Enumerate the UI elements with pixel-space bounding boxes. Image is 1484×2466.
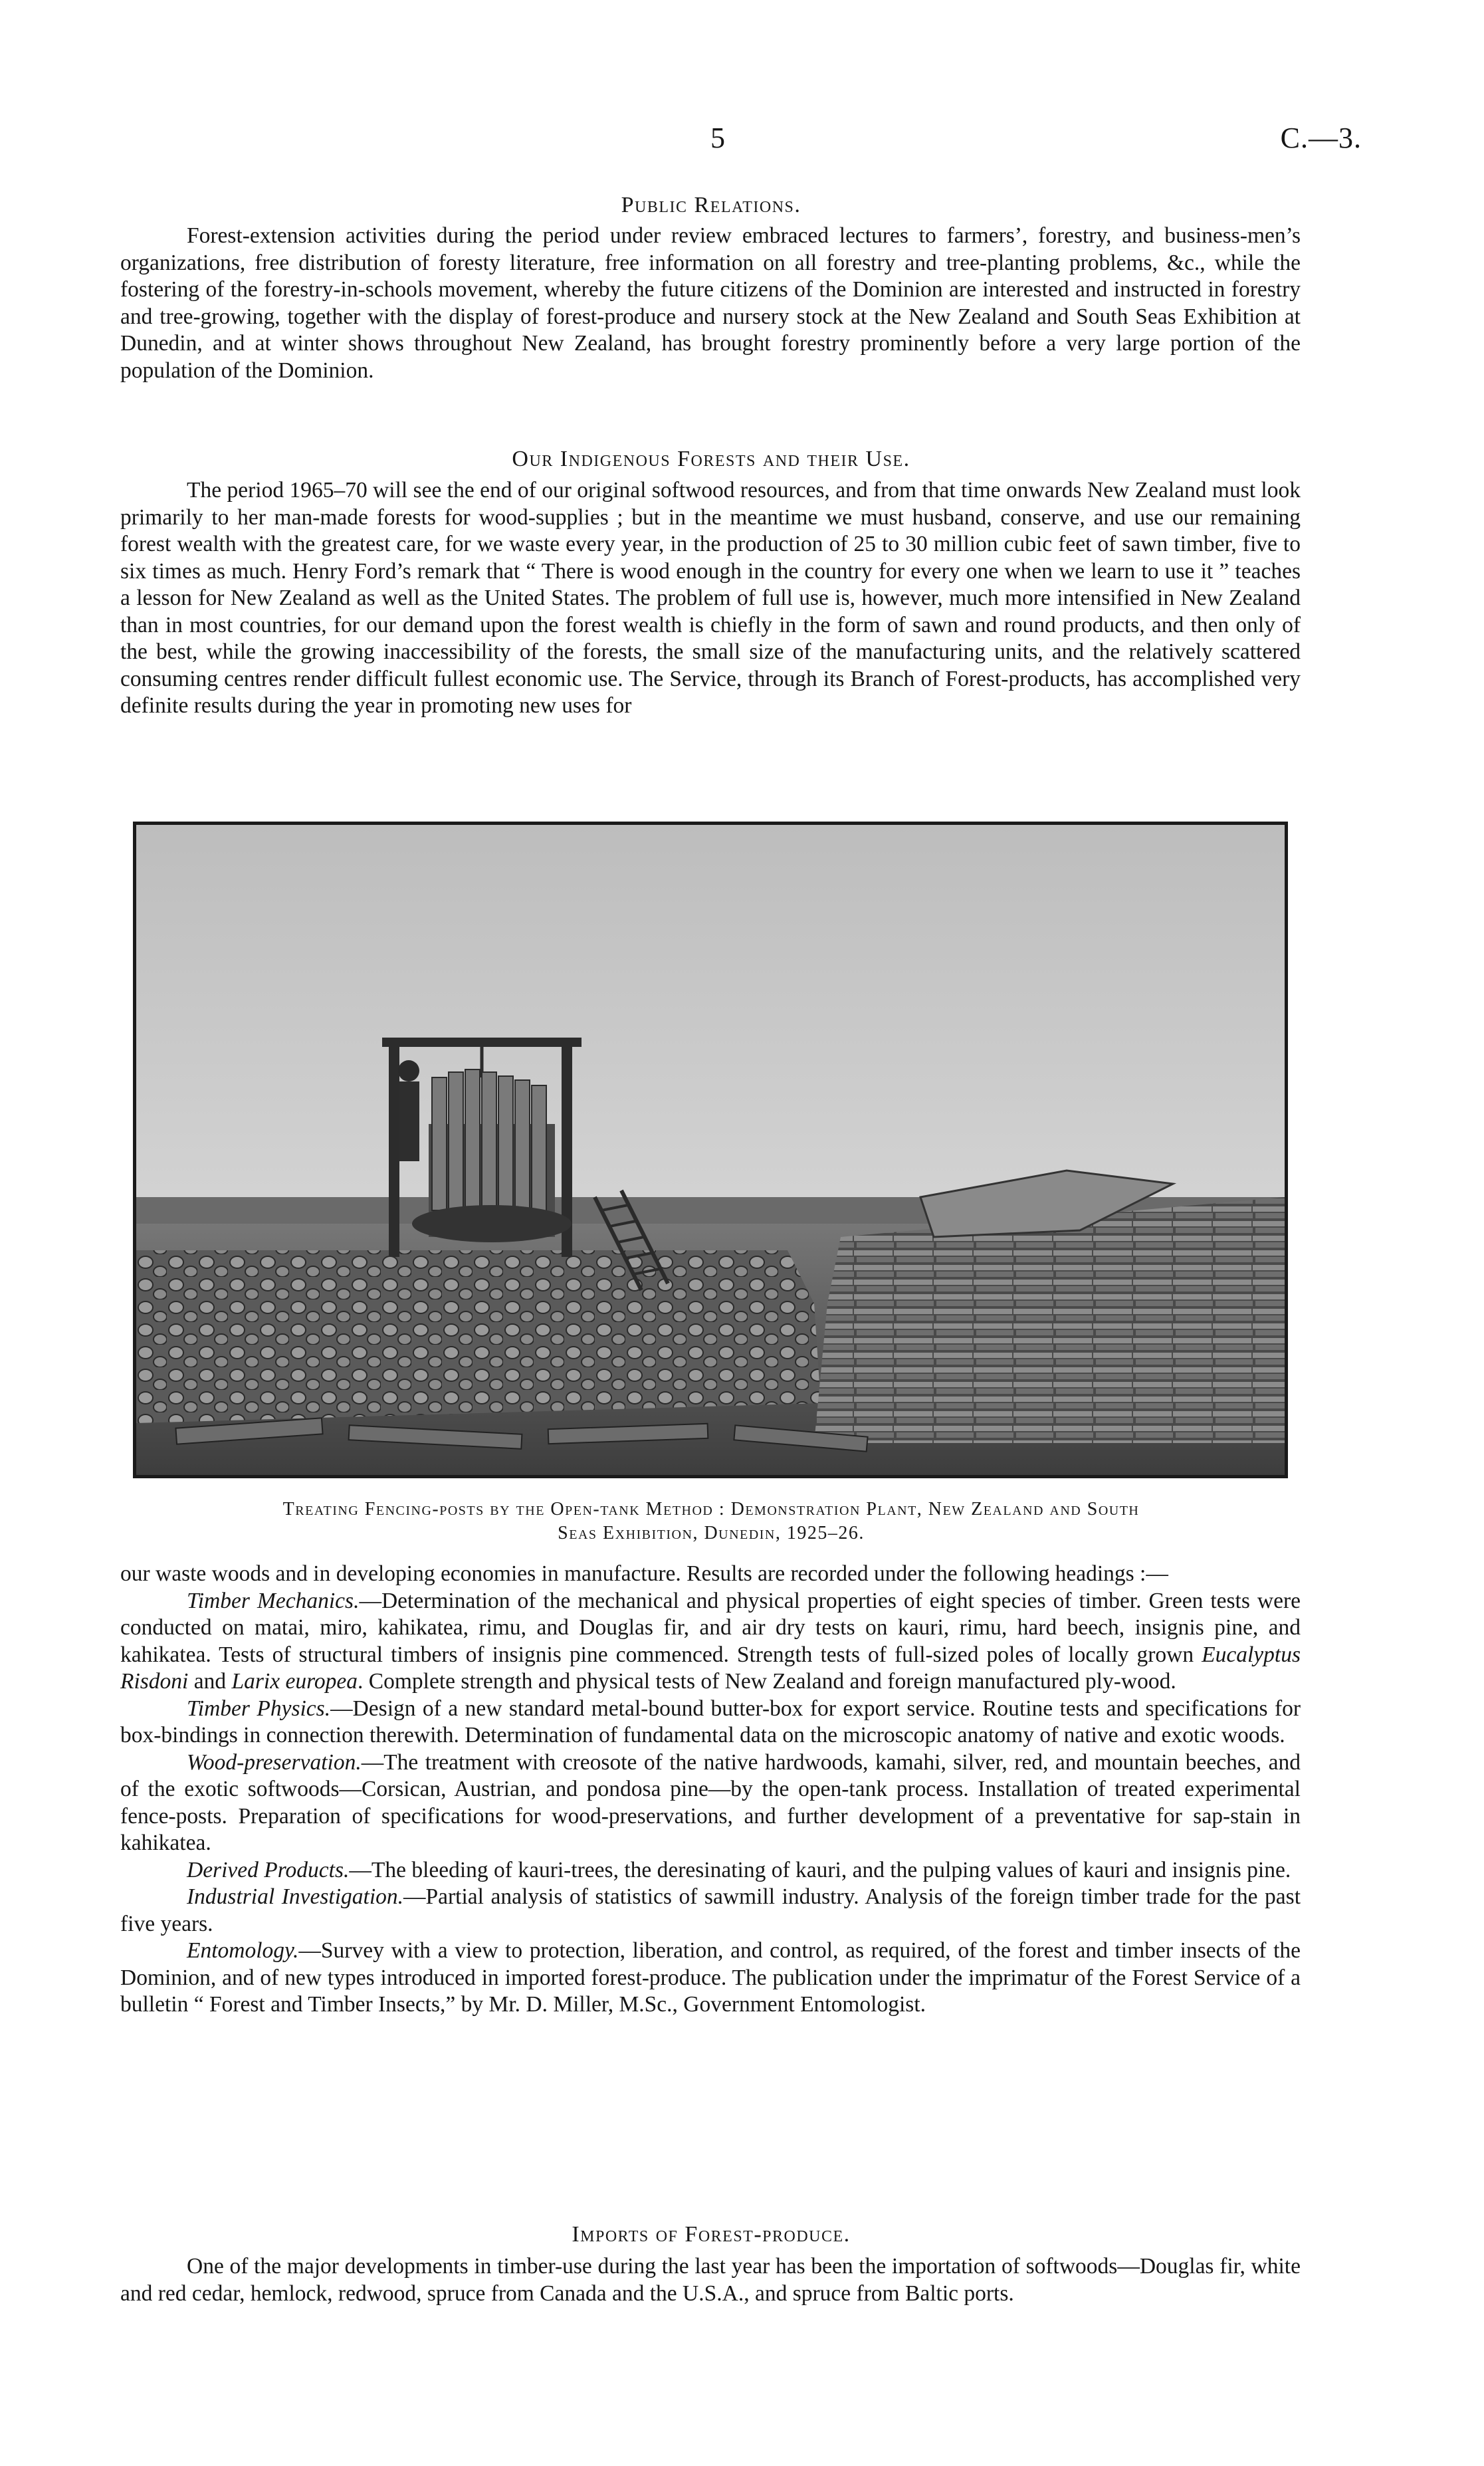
item-derived-products: Derived Products.—The bleeding of kauri-trees, the deresinating of kauri, and the pulping values of kauri and insignis pine. <box>187 1857 1291 1882</box>
item-title: Timber Mechanics. <box>187 1588 360 1613</box>
page-number: 5 <box>710 122 725 154</box>
item-title: Entomology. <box>187 1938 299 1963</box>
figure-caption-line-2: Seas Exhibition, Dunedin, 1925–26. <box>558 1523 865 1543</box>
photo-fencing-posts-treatment <box>133 822 1288 1478</box>
item-timber-physics: Timber Physics.—Design of a new standard metal-bound butter-box for export service. Routine tests and specifications for box-bindings in connection therewith. Determination of fundamental data on the microscopic anatomy of native and exotic woods. <box>120 1696 1301 1747</box>
heading-imports: Imports of Forest-produce. <box>572 2222 851 2247</box>
item-timber-mechanics: Timber Mechanics.—Determination of the mechanical and physical properties of eight species of timber. Green tests were conducted on matai, miro, kahikatea, rimu, and Douglas fir, and air dry tests on kauri, rimu, hard beech, insignis pine, and kahikatea. Tests of structural timbers of insignis pine commenced. Strength tests of full-sized poles of locally grown Eucalyptus Risdoni and Larix europea. Complete strength and physical tests of New Zealand and foreign manufactured ply-wood. <box>120 1588 1301 1694</box>
item-title: Wood-preservation. <box>187 1749 362 1775</box>
item-wood-preservation: Wood-preservation.—The treatment with creosote of the native hardwoods, kamahi, silver, red, and mountain beeches, and of the exotic softwoods—Corsican, Austrian, and pondosa pine—by the open-tank process. Installation of treated experimental fence-posts. Preparation of specifications for wood-preservations, and further development of a preventative for sap-stain in kahikatea. <box>120 1749 1301 1855</box>
item-title: Industrial Investigation. <box>187 1884 404 1909</box>
paragraph-indigenous-forests: The period 1965–70 will see the end of our original softwood resources, and from that time onwards New Zealand must look primarily to her man-made forests for wood-supplies ; but in the meantime we must husband, conserve, and use our remaining forest wealth with the greatest care, for we waste every year, in the production of 25 to 30 million cubic feet of sawn timber, five to six times as much. Henry Ford’s remark that “ There is wood enough in the country for every one when we learn to use it ” teaches a lesson for New Zealand as well as the United States. The problem of full use is, however, much more intensified in New Zealand than in most countries, for our demand upon the forest wealth is chiefly in the form of sawn and round products, and then only of the best, while the growing inaccessibility of the forests, the small size of the manufacturing units, and the relatively scattered consuming centres render difficult fullest economic use. The Service, through its Branch of Forest-products, has accomplished very definite results during the year in promoting new uses for <box>120 478 1301 718</box>
heading-indigenous-forests: Our Indigenous Forests and their Use. <box>512 447 910 471</box>
item-title: Derived Products. <box>187 1857 350 1882</box>
figure-caption <box>126 1498 1296 1545</box>
paragraph-imports: One of the major developments in timber-use during the last year has been the importation of softwoods—Douglas fir, white and red cedar, hemlock, redwood, spruce from Canada and the U.S.A., and spruce from Baltic ports. <box>120 2254 1301 2306</box>
paragraph-continuation: our waste woods and in developing economies in manufacture. Results are recorded under the following headings :— <box>120 1561 1168 1586</box>
item-title: Timber Physics. <box>187 1696 331 1721</box>
heading-public-relations: Public Relations. <box>621 193 801 217</box>
document-reference: C.—3. <box>1280 122 1362 154</box>
item-industrial-investigation: Industrial Investigation.—Partial analysis of statistics of sawmill industry. Analysis of the foreign timber trade for the past five years. <box>120 1884 1301 1936</box>
paragraph-public-relations: Forest-extension activities during the period under review embraced lectures to farmers’, forestry, and business-men’s organizations, free distribution of foresty literature, free information on all forestry and tree-planting problems, &c., while the fostering of the forestry-in-schools movement, whereby the future citizens of the Dominion are interested and instructed in forestry and tree-growing, together with the display of forest-produce and nursery stock at the New Zealand and South Seas Exhibition at Dunedin, and at winter shows throughout New Zealand, has brought forestry prominently before a very large portion of the population of the Dominion. <box>120 223 1301 383</box>
research-block <box>120 1561 1301 2019</box>
figure-caption-line-1: Treating Fencing-posts by the Open-tank Method : Demonstration Plant, New Zealand and South <box>282 1499 1140 1519</box>
item-entomology: Entomology.—Survey with a view to protection, liberation, and control, as required, of the forest and timber insects of the Dominion, and of new types introduced in imported forest-produce. The publication under the imprimatur of the Forest Service of a bulletin “ Forest and Timber Insects,” by Mr. D. Miller, M.Sc., Government Entomologist. <box>120 1938 1301 2017</box>
